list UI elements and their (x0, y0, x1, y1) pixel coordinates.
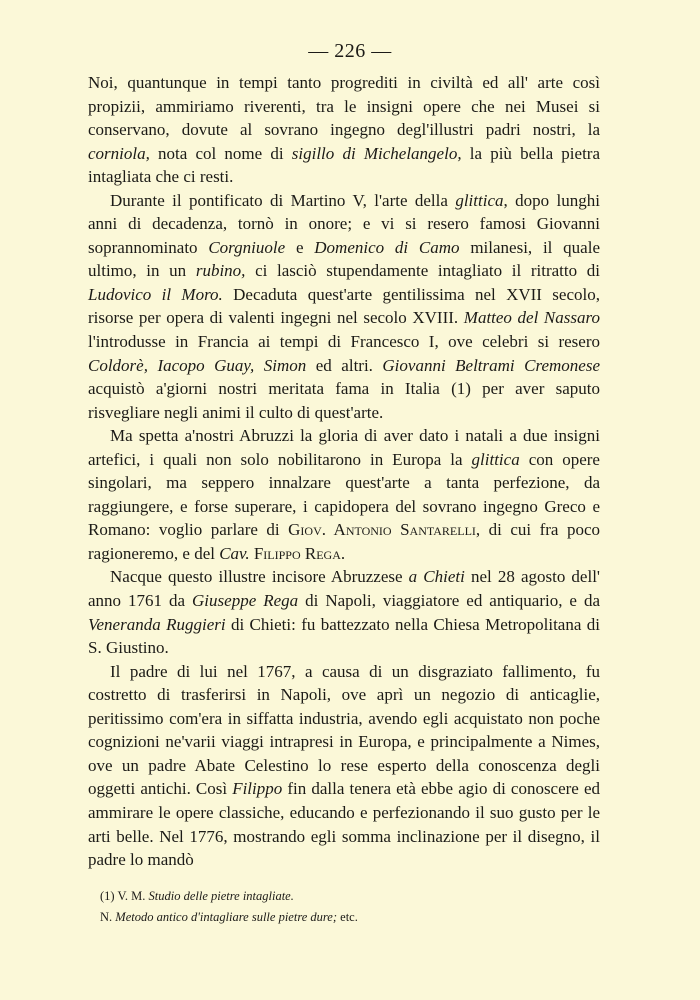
text-run: di Chieti: fu battezzato nella Chiesa Metropolitana di S. Giustino. (88, 614, 600, 658)
text-run: acquistò a'giorni nostri meritata fama in Italia (1) per aver saputo risvegliare negli animi il culto di quest'arte. (88, 379, 600, 422)
italic-run: Giovanni Beltrami Cremonese (382, 355, 600, 375)
text-run: Ma spetta a'nostri Abruzzi la gloria di aver dato i natali a due insigni artefici, i quali non solo nobilitarono in Europa la (88, 426, 600, 469)
text-run: con opere singolari, ma seppero innalzare quest'arte a tanta perfezione, da raggiungere, e forse superare, i capidopera del sovrano ingegno Greco e Romano: voglio parlare di (88, 449, 600, 540)
italic-run: a Chieti (408, 567, 465, 587)
text-run: Durante il pontificato di Martino V, l'arte della (110, 190, 456, 210)
italic-run: Ludovico il Moro. (88, 284, 223, 304)
text-run: fin dalla tenera età ebbe agio di conoscere ed ammirare le opere classiche, educando e perfezionando il suo gusto per le arti belle. Nel 1776, mostrando egli somma inclinazione per il disegno, il padre lo mandò (88, 779, 600, 870)
text-run: Nacque questo illustre incisore Abruzzese (110, 567, 409, 587)
text-run: e (285, 237, 315, 257)
paragraph (88, 660, 600, 872)
paragraph (88, 424, 600, 565)
text-run: etc. (337, 910, 358, 924)
italic-run: Coldorè, Iacopo Guay, Simon (88, 355, 307, 375)
small-caps-run: Giov. Antonio Santarelli (288, 520, 476, 540)
footnote (100, 886, 600, 907)
text-run: l'introdusse in Francia ai tempi di Francesco I, ove celebri si resero (88, 332, 600, 352)
footnote (100, 907, 600, 928)
paragraph (88, 71, 600, 189)
text-run: ci lasciò stupendamente intagliato il ritratto di (245, 261, 600, 281)
text-run: nel 28 agosto dell' anno 1761 da (88, 567, 600, 611)
text-run: milanesi, il quale ultimo, in un (88, 237, 600, 281)
text-run: , dopo lunghi anni di decadenza, tornò in onore; e vi si resero famosi Giovanni soprannominato (88, 190, 600, 257)
footnotes (100, 886, 600, 928)
italic-run: Giuseppe Rega (192, 591, 299, 611)
italic-run: Corgniuole (208, 237, 286, 257)
italic-run: Studio delle pietre intagliate. (148, 889, 294, 903)
italic-run: Metodo antico d'intagliare sulle pietre dure; (115, 910, 338, 924)
italic-run: corniola, (88, 143, 150, 163)
paragraph (88, 189, 600, 424)
italic-run: rubino, (195, 261, 246, 281)
text-run: (1) V. M. (100, 889, 149, 903)
italic-run: Filippo (232, 779, 283, 799)
paragraph (88, 565, 600, 659)
text-run: la più bella pietra intagliata che ci resti. (88, 143, 601, 187)
italic-run: Cav. (219, 543, 250, 563)
text-run: ed altri. (306, 355, 383, 375)
small-caps-run: Filippo Rega. (253, 543, 346, 563)
text-run: nota col nome di (149, 143, 292, 163)
text-run: , di cui fra poco ragioneremo, e del (88, 520, 601, 563)
body-text (88, 71, 600, 872)
italic-run: Matteo del Nassaro (463, 308, 600, 328)
text-run: Il padre di lui nel 1767, a causa di un disgraziato fallimento, fu costretto di trasferirsi in Napoli, ove aprì un negozio di anticaglie, peritissimo com'era in siffatta industria, avendo egli acquistato non poche cognizioni ne'varii viaggi intrapresi in Europa, e principalmente a Nimes, ove un padre Abate Celestino lo rese esperto della conoscenza degli oggetti antichi. Così (88, 661, 600, 799)
italic-run: Domenico di Camo (314, 237, 460, 257)
italic-run: glittica (455, 190, 504, 210)
italic-run: Veneranda Ruggieri (88, 614, 226, 634)
italic-run: glittica (471, 449, 520, 469)
italic-run: sigillo di Michelangelo, (291, 143, 462, 163)
text-run: di Napoli, viaggiatore ed antiquario, e da (298, 591, 601, 611)
text-run: N. (100, 910, 116, 924)
page-number: — 226 — (308, 40, 392, 62)
text-run: Decaduta quest'arte gentilissima nel XVII secolo, risorse per opera di valenti ingegni nel secolo XVIII. (88, 284, 600, 328)
text-run: Noi, quantunque in tempi tanto progrediti in civiltà ed all' arte così propizii, ammiriamo riverenti, tra le insigni opere che nei Musei si conservano, dovute al sovrano ingegno degl'illustri padri nostri, la (88, 73, 600, 140)
